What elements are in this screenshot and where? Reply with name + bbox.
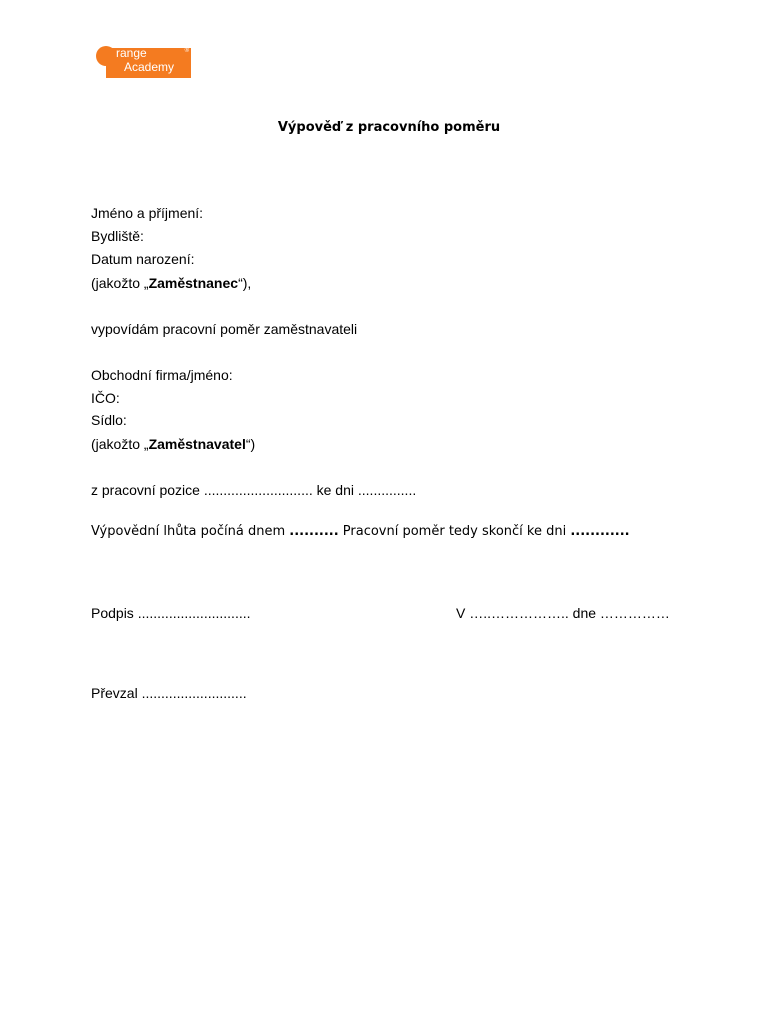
- employee-birth-label: Datum narození:: [91, 251, 195, 267]
- document-title: Výpověď z pracovního poměru: [277, 120, 501, 135]
- position-line: z pracovní pozice ............................ ke dni ...............: [91, 482, 417, 498]
- received-line: Převzal ...........................: [91, 685, 247, 701]
- logo-text-line2: Academy: [124, 60, 175, 74]
- notice-part1: Výpovědní lhůta počíná dnem: [91, 524, 290, 539]
- signature-line: Podpis .............................: [91, 605, 251, 621]
- logo-graphic: [96, 46, 191, 78]
- employer-company-label: Obchodní firma/jméno:: [91, 367, 233, 383]
- employer-as-suffix: “): [245, 436, 256, 452]
- orange-academy-logo: [96, 46, 191, 78]
- notice-part2: Pracovní poměr tedy skončí ke dni: [338, 524, 571, 539]
- employee-address-label: Bydliště:: [91, 228, 144, 244]
- employer-as-term: Zaměstnavatel: [148, 436, 246, 452]
- logo-text-line1: range: [116, 46, 147, 60]
- termination-statement: vypovídám pracovní poměr zaměstnavateli: [91, 321, 358, 337]
- employee-designation: [91, 275, 251, 291]
- logo-o-circle: [96, 46, 116, 66]
- employee-name-label: Jméno a příjmení:: [91, 205, 204, 221]
- employer-ico-label: IČO:: [91, 390, 120, 406]
- notice-dots1: ..........: [289, 524, 339, 539]
- employer-as-prefix: (jakožto „: [91, 436, 149, 452]
- notice-period-line: [91, 524, 630, 540]
- logo-registered-mark: ®: [184, 48, 189, 54]
- employer-seat-label: Sídlo:: [91, 412, 127, 428]
- employee-as-term: Zaměstnanec: [148, 275, 239, 291]
- employee-as-prefix: (jakožto „: [91, 275, 149, 291]
- place-date-line: V …..…………….. dne ……………: [456, 605, 670, 621]
- employee-as-suffix: “),: [238, 275, 252, 291]
- employer-designation: [91, 436, 255, 452]
- notice-dots2: ............: [570, 524, 630, 539]
